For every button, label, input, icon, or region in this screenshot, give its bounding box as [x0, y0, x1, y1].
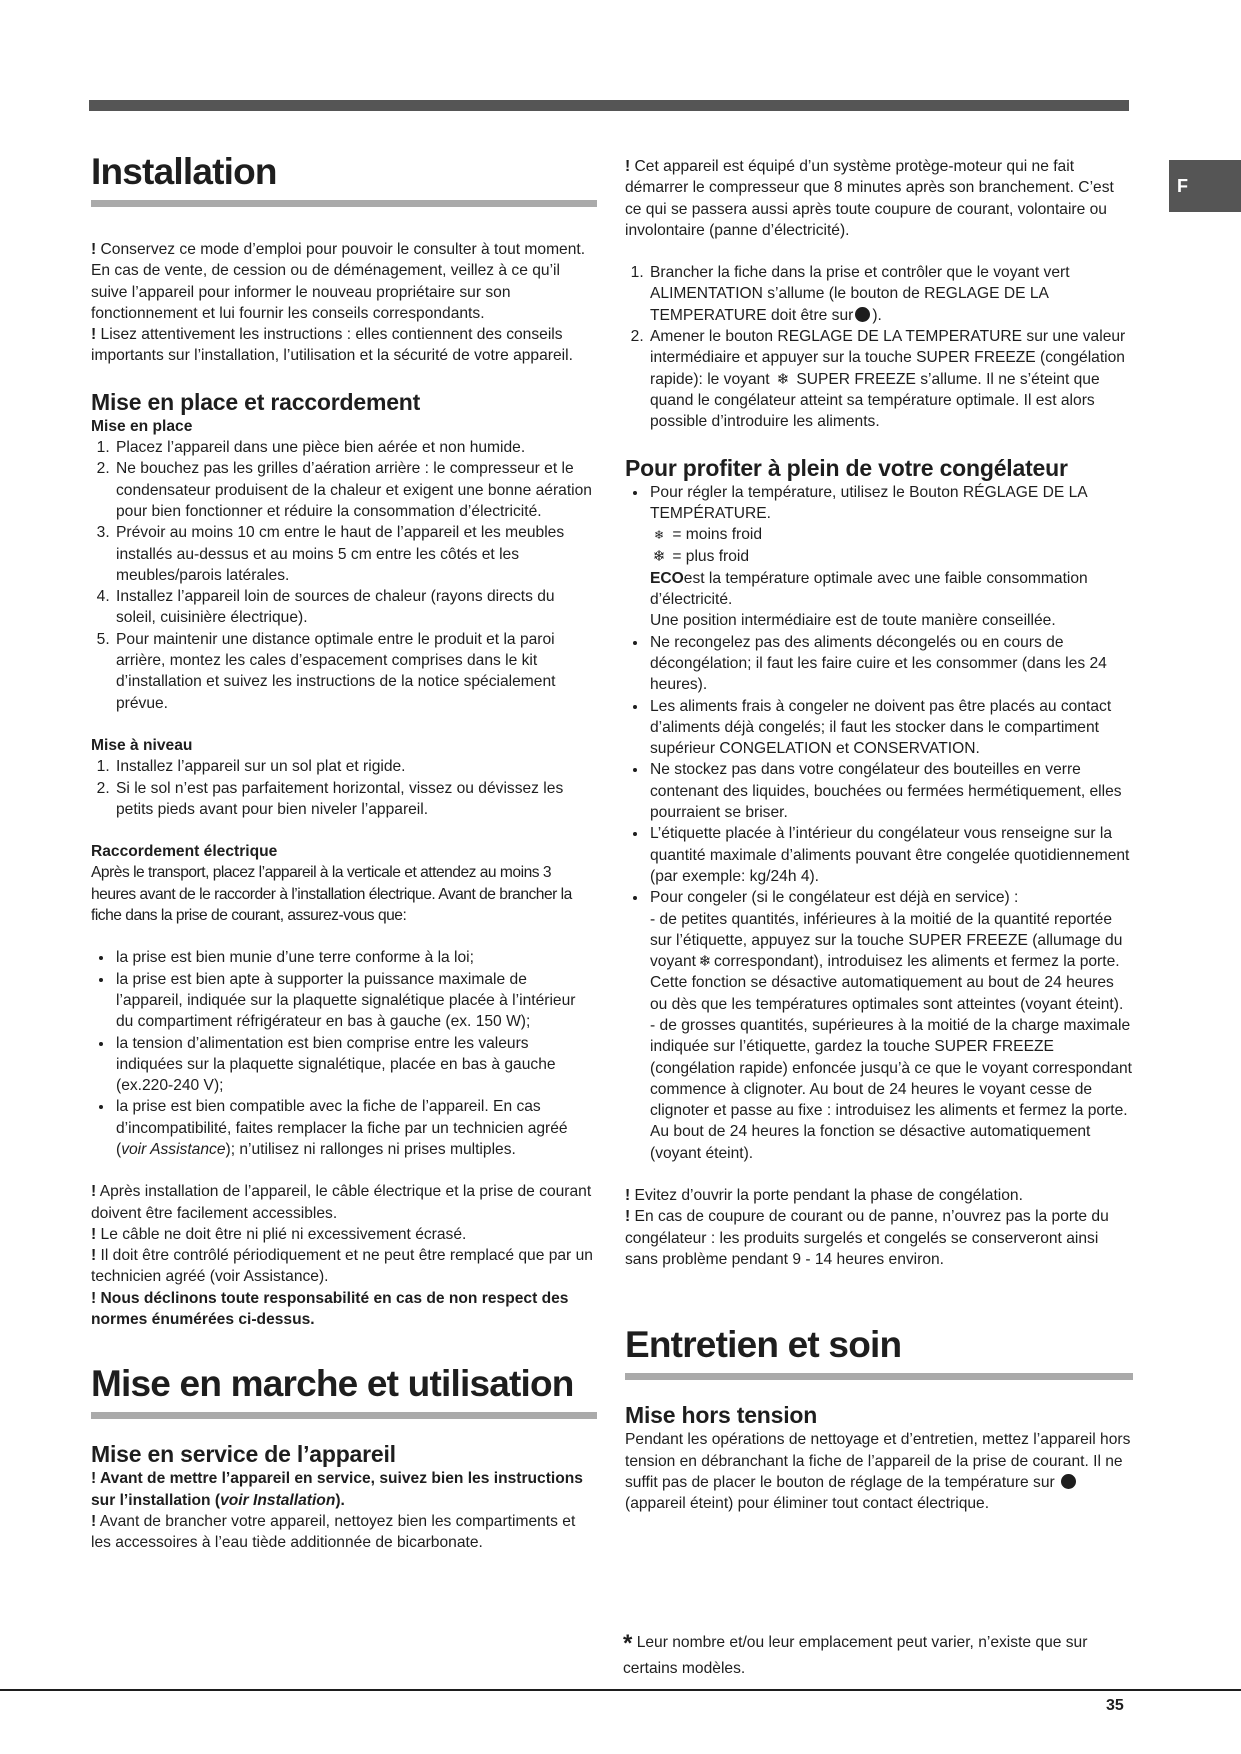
- item-text: Une position intermédiaire est de toute manière conseillée.: [650, 612, 1056, 630]
- paragraph-text: (appareil éteint) pour éliminer tout contact électrique.: [625, 1495, 990, 1513]
- hors-tension-text: [625, 1429, 1133, 1514]
- snowflake-icon: ❄: [776, 370, 790, 388]
- warning-text: En cas de coupure de courant ou de panne, n’ouvrez pas la porte du congélateur : les produits surgelés et congelés se conserveront ainsi sans problème pendant 9 - 14 heures environ.: [625, 1208, 1109, 1268]
- list-item: • L’étiquette placée à l’intérieur du congélateur vous renseigne sur la quantité maximale d’aliments pouvant être congelée quotidiennement (par exemple: kg/24h 4).: [648, 823, 1133, 887]
- warning-mark: !: [625, 1187, 631, 1205]
- list-item: • Ne stockez pas dans votre congélateur des bouteilles en verre contenant des liquides, bouchées ou fermées hermétiquement, elles pourraient se briser.: [648, 759, 1133, 823]
- top-rule: [89, 100, 1129, 111]
- warning-text: Le câble ne doit être ni plié ni excessivement écrasé.: [100, 1225, 467, 1243]
- warning-mark: !: [91, 1225, 97, 1243]
- item-text: correspondant), introduisez les aliments et fermez la porte. Cette fonction se désactive automatiquement au bout de 24 heures ou dès que les températures optimales sont atteintes (voyant éteint).: [650, 953, 1124, 1013]
- list-item: 3. Prévoir au moins 10 cm entre le haut de l’appareil et les meubles installés au-dessus et au moins 5 cm entre les côtés et les meubles/parois latérales.: [114, 522, 597, 586]
- electrical-heading: Raccordement électrique: [91, 843, 278, 861]
- warning-mark: !: [91, 1289, 97, 1307]
- list-item: [114, 1096, 597, 1160]
- hors-tension-heading: Mise hors tension: [625, 1402, 818, 1429]
- service-bold-note: [91, 1468, 597, 1511]
- snowflake-icon: ❄: [698, 953, 712, 971]
- off-position-icon: [855, 307, 870, 322]
- warning-text: Après installation de l’appareil, le câble électrique et la prise de courant doivent être facilement accessibles.: [91, 1183, 592, 1222]
- warning-mark: !: [91, 1512, 97, 1530]
- note-text: Avant de brancher votre appareil, nettoyez bien les compartiments et les accessoires à l’eau tiède additionnée de bicarbonate.: [91, 1512, 576, 1552]
- warning-1: [91, 1181, 597, 1224]
- startup-steps: [625, 262, 1133, 432]
- installation-title: Installation: [91, 150, 597, 207]
- list-item: 2. Ne bouchez pas les grilles d’aération arrière : le compresseur et le condensateur produisent de la chaleur et exigent une bonne aération pour bien fonctionner et réduire la consommation d’électricité.: [114, 458, 597, 522]
- entretien-title: Entretien et soin: [625, 1323, 1133, 1380]
- profiter-heading: Pour profiter à plein de votre congélateur: [625, 454, 1068, 481]
- item-text: = moins froid: [672, 526, 763, 544]
- small-snowflake-icon: ❄: [653, 528, 665, 543]
- list-item: • Les aliments frais à congeler ne doivent pas être placés au contact d’aliments déjà congelés; il faut les stocker dans le compartiment supérieur CONGELATION et CONSERVATION.: [648, 696, 1133, 760]
- warning-4: [91, 1288, 597, 1331]
- warning-mark: !: [91, 1183, 97, 1201]
- note-text: ).: [335, 1491, 345, 1509]
- list-item: • la prise est bien munie d’une terre conforme à la loi;: [114, 947, 597, 968]
- profiter-list: [625, 482, 1133, 1165]
- warning-mark: !: [91, 241, 97, 258]
- footnote: [623, 1630, 1143, 1681]
- note-text: Avant de mettre l’appareil en service, suivez bien les instructions sur l’installation (: [91, 1470, 583, 1509]
- item-text: - de petites quantités, inférieures à la moitié de la quantité reportée sur l’étiquette, appuyez sur la touche SUPER FREEZE (allumage du voyant: [650, 910, 1123, 971]
- warning-mark: !: [91, 1470, 97, 1488]
- profiter-warning-1: [625, 1185, 1133, 1206]
- warning-text: Evitez d’ouvrir la porte pendant la phase de congélation.: [634, 1187, 1023, 1205]
- list-item: 2. Si le sol n’est pas parfaitement horizontal, vissez ou dévissez les petits pieds avant pour bien niveler l’appareil.: [114, 778, 597, 821]
- niveau-list: [91, 756, 597, 820]
- step-text: Brancher la fiche dans la prise et contrôler que le voyant vert ALIMENTATION s’allume (le bouton de REGLAGE DE LA TEMPERATURE doit être sur: [650, 264, 1070, 324]
- bottom-rule: [0, 1689, 1241, 1691]
- warning-2: [91, 1224, 597, 1245]
- item-text: = plus froid: [672, 548, 750, 566]
- item-text: la prise est bien compatible avec la fiche de l’appareil. En cas d’incompatibilité, faites remplacer la fiche par un technicien agréé (: [116, 1098, 568, 1158]
- step-text: SUPER FREEZE s’allume. Il ne s’éteint que quand le congélateur atteint sa température optimale. Il est alors possible d’introduire les aliments.: [650, 370, 1100, 431]
- intro-2-text: Lisez attentivement les instructions : elles contiennent des conseils importants sur l’installation, l’utilisation et la sécurité de votre appareil.: [91, 326, 573, 365]
- niveau-heading: Mise à niveau: [91, 736, 193, 754]
- list-item: 4. Installez l’appareil loin de sources de chaleur (rayons directs du soleil, cuisinière électrique).: [114, 586, 597, 629]
- note-text: Cet appareil est équipé d’un système protège-moteur qui ne fait démarrer le compresseur que 8 minutes après son branchement. C’est ce qui se passera aussi après toute coupure de courant, volontaire ou involontaire (panne d’électricité).: [625, 158, 1114, 239]
- item-text: ); n’utilisez ni rallonges ni prises multiples.: [225, 1140, 516, 1158]
- item-text: est la température optimale avec une faible consommation d’électricité.: [650, 569, 1088, 609]
- service-note: [91, 1511, 597, 1554]
- list-item: [648, 482, 1133, 632]
- marche-title: Mise en marche et utilisation: [91, 1362, 597, 1419]
- warning-text: Il doit être contrôlé périodiquement et ne peut être remplacé que par un technicien agréé (voir Assistance).: [91, 1247, 593, 1286]
- warning-mark: !: [625, 158, 631, 175]
- warning-mark: !: [91, 1247, 97, 1265]
- paragraph-text: Pendant les opérations de nettoyage et d’entretien, mettez l’appareil hors tension en débranchant la fiche de l’appareil de la prise de courant. Il ne suffit pas de placer le bouton de réglage de la température sur: [625, 1431, 1131, 1491]
- list-item: 5. Pour maintenir une distance optimale entre le produit et la paroi arrière, montez les cales d’espacement comprises dans le kit d’installation et suivez les instructions de la notice spécialement prévue.: [114, 629, 597, 714]
- installation-intro-1: [91, 239, 597, 324]
- motor-note: [625, 156, 1133, 241]
- installation-intro-2: [91, 324, 597, 367]
- eco-label: ECO: [650, 569, 684, 587]
- item-text: Pour régler la température, utilisez le Bouton RÉGLAGE DE LA TEMPÉRATURE.: [650, 483, 1087, 522]
- language-tab: F: [1169, 160, 1241, 212]
- list-item: [648, 887, 1133, 1164]
- installation-reference: voir Installation: [220, 1491, 336, 1509]
- mise-en-place-list: [91, 437, 597, 714]
- item-text: Pour congeler (si le congélateur est déjà en service) :: [650, 889, 1019, 907]
- profiter-warning-2: [625, 1206, 1133, 1270]
- warning-3: [91, 1245, 597, 1288]
- warning-mark: !: [91, 326, 97, 344]
- placement-heading: Mise en place et raccordement: [91, 388, 421, 415]
- snowflake-icon: ❄: [652, 548, 666, 566]
- intro-1-text: Conservez ce mode d’emploi pour pouvoir le consulter à tout moment. En cas de vente, de cession ou de déménagement, veillez à ce qu’il suive l’appareil pour informer le nouveau propriétaire sur son fonctionnement et lui fournir les conseils correspondants.: [91, 241, 586, 322]
- warning-text: Nous déclinons toute responsabilité en cas de non respect des normes énumérées ci-dessus.: [91, 1289, 569, 1329]
- footnote-text: Leur nombre et/ou leur emplacement peut varier, n’existe que sur certains modèles.: [623, 1634, 1088, 1677]
- list-item: [648, 262, 1133, 326]
- asterisk: *: [623, 1630, 633, 1657]
- list-item: 1. Placez l’appareil dans une pièce bien aérée et non humide.: [114, 437, 597, 458]
- warning-mark: !: [625, 1208, 631, 1226]
- list-item: • la tension d’alimentation est bien comprise entre les valeurs indiquées sur la plaquette signalétique, placée en bas à gauche (ex.220-240 V);: [114, 1033, 597, 1097]
- list-item: [648, 326, 1133, 432]
- off-position-icon: [1061, 1474, 1076, 1489]
- item-text: - de grosses quantités, supérieures à la moitié de la charge maximale indiquée sur l’étiquette, gardez la touche SUPER FREEZE (congélation rapide) enfoncée jusqu’à ce que le voyant correspondant commence à clignoter. Au bout de 24 heures le voyant cesse de clignoter et passe au fixe : introduisez les aliments et fermez la porte. Au bout de 24 heures la fonction se désactive automatiquement (voyant éteint).: [650, 1016, 1132, 1162]
- left-column: [91, 150, 597, 1554]
- step-text: ).: [872, 306, 882, 324]
- mise-en-place-heading: Mise en place: [91, 417, 193, 435]
- assistance-reference: voir Assistance: [121, 1140, 226, 1158]
- service-heading: Mise en service de l’appareil: [91, 1441, 396, 1468]
- page-number: 35: [1106, 1697, 1124, 1714]
- right-column: [625, 156, 1133, 1514]
- list-item: • la prise est bien apte à supporter la puissance maximale de l’appareil, indiquée sur la plaquette signalétique placée à l’intérieur du compartiment réfrigérateur en bas à gauche (ex. 150 W);: [114, 969, 597, 1033]
- electrical-list: [91, 947, 597, 1160]
- electrical-intro: Après le transport, placez l’appareil à la verticale et attendez au moins 3 heures avant de le raccorder à l’installation électrique. Avant de brancher la fiche dans la prise de courant, assurez-vous que:: [91, 864, 572, 925]
- list-item: • Ne recongelez pas des aliments décongelés ou en cours de décongélation; il faut les faire cuire et les consommer (dans les 24 heures).: [648, 632, 1133, 696]
- list-item: 1. Installez l’appareil sur un sol plat et rigide.: [114, 756, 597, 777]
- step-text: Amener le bouton REGLAGE DE LA TEMPERATURE sur une valeur intermédiaire et appuyer sur la touche SUPER FREEZE (congélation rapide): le voyant: [650, 328, 1126, 388]
